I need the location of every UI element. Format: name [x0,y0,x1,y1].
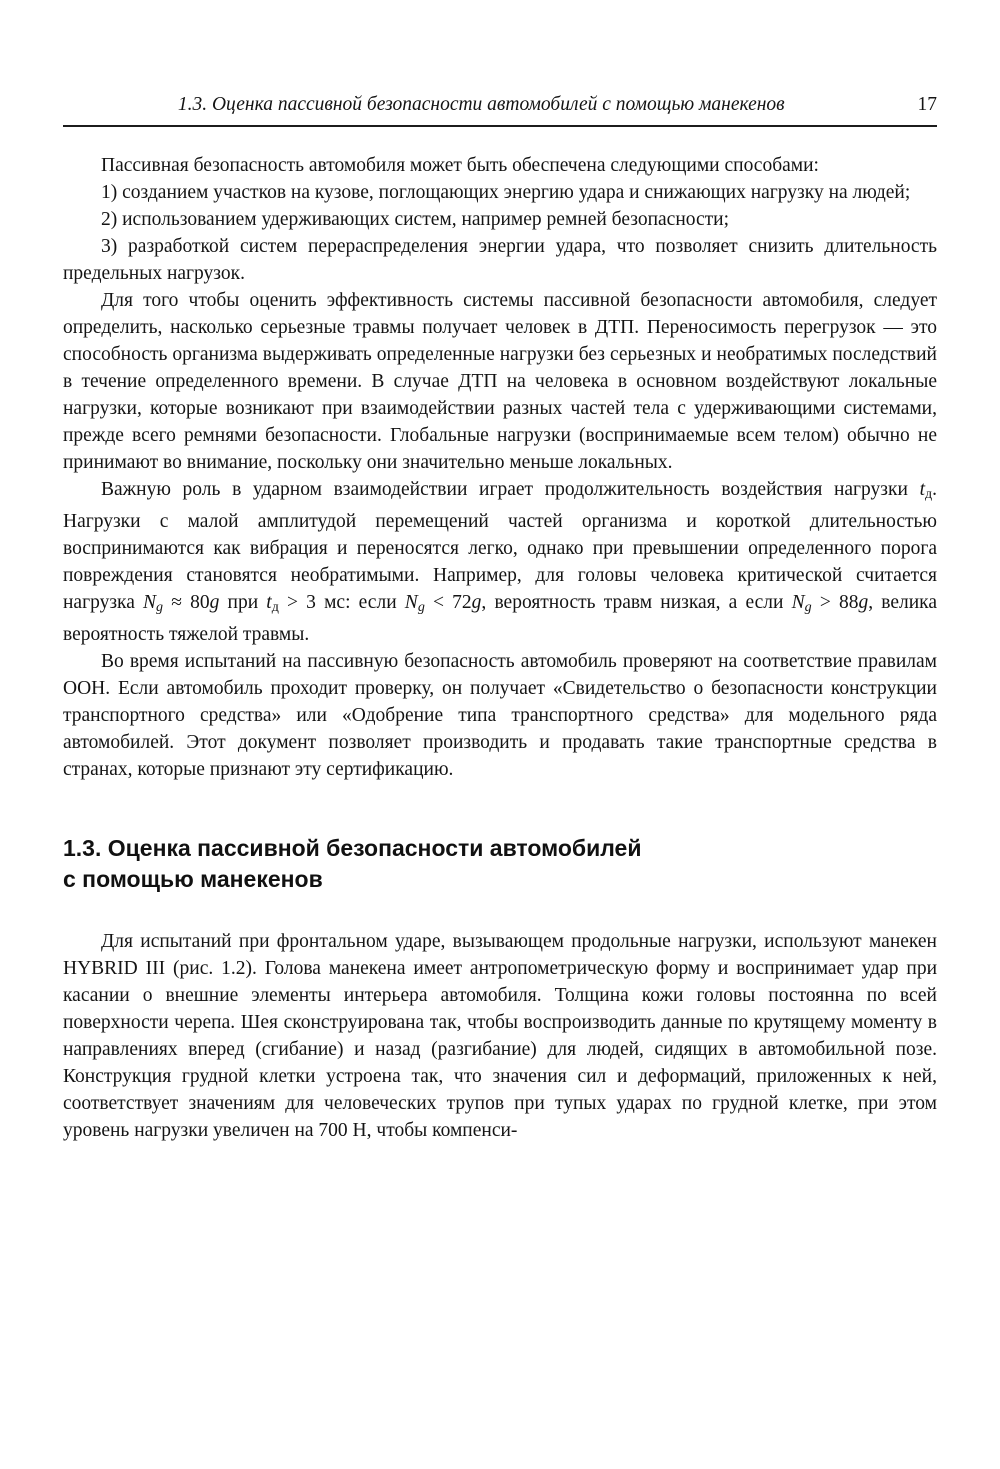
text-run-i: g [858,591,869,613]
text-run-isub: g [417,598,425,615]
text-run: ≈ 80 [163,591,210,613]
text-run-i: g [471,591,482,613]
page-number: 17 [917,94,937,115]
body-text [63,152,937,1144]
text-run-i: t [919,479,925,500]
section-heading [63,833,937,895]
text-run-i: t [266,591,272,613]
text-run: 1) созданием участков на кузове, поглощающих энергию удара и снижающих нагрузку на людей; [101,182,911,203]
text-run: < 72 [424,591,472,613]
paragraph [63,206,937,233]
text-run: > 88 [811,591,859,613]
text-run: 3) разработкой систем перераспределения энергии удара, что позволяет снизить длительность предельных нагрузок. [63,236,937,284]
text-run-i: N [143,591,157,613]
intro-paragraphs [63,152,937,783]
text-run-i: N [791,591,805,613]
text-run-isub: g [804,598,812,615]
paragraph [63,179,937,206]
text-run: при [219,591,267,613]
text-run-i: N [404,591,418,613]
text-run: Важную роль в ударном взаимодействии играет продолжительность воздействия нагрузки [101,479,920,500]
paragraph [63,476,937,648]
section-heading-line1: 1.3. Оценка пассивной безопасности автомобилей [63,834,642,861]
paragraph [63,233,937,287]
text-run: Для того чтобы оценить эффективность системы пассивной безопасности автомобиля, следует определить, насколько серьезные травмы получает человек в ДТП. Переносимость перегрузок — это способность организма выдерживать определенные нагрузки без серьезных и необратимых последствий в течение определенного времени. В случае ДТП на человека в основном воздействуют локальные нагрузки, которые возникают при взаимодействии разных частей тела с удерживающими системами, прежде всего ремнями безопасности. Глобальные нагрузки (воспринимаемые всем телом) обычно не принимают во внимание, поскольку они значительно меньше локальных. [63,290,937,473]
text-run: 2) использованием удерживающих систем, например ремней безопасности; [101,209,730,230]
text-run-isub: g [156,598,164,615]
running-header-title: 1.3. Оценка пассивной безопасности автомобилей с помощью манекенов [177,94,785,115]
text-run: Во время испытаний на пассивную безопасность автомобиль проверяют на соответствие правилам ООН. Если автомобиль проходит проверку, он получает «Свидетельство о безопасности конструкции транспортного средства» или «Одобрение типа транспортного средства» для модельного ряда автомобилей. Этот документ позволяет производить и продавать такие транспортные средства в странах, которые признают эту сертификацию. [63,650,937,780]
text-run-i: g [209,591,220,613]
section-paragraphs [63,928,937,1144]
text-run-sub: д [924,485,933,502]
text-run: , вероятность травм низкая, а если [481,591,792,613]
text-run: > 3 мс: если [278,591,405,613]
paragraph [63,152,937,179]
text-run: . Нагрузки с малой амплитудой перемещений частей организма и короткой длительностью воспринимаются как вибрация и переносятся легко, однако при превышении определенного порога повреждения становятся необратимыми. Например, для головы человека критической считается нагрузка [63,479,937,613]
text-run: , велика вероятность тяжелой травмы. [63,591,938,645]
paragraph [63,648,937,783]
text-run: Пассивная безопасность автомобиля может быть обеспечена следующими способами: [101,155,819,176]
text-run: Для испытаний при фронтальном ударе, вызывающем продольные нагрузки, используют манекен HYBRID III (рис. 1.2). Голова манекена имеет антропометрическую форму и воспринимает удар при касании о внешние элементы интерьера автомобиля. Толщина кожи головы постоянна по всей поверхности черепа. Шея сконструирована так, чтобы воспроизводить данные по крутящему моменту в направлениях вперед (сгибание) и назад (разгибание) для людей, сидящих в автомобильной позе. Конструкция грудной клетки устроена так, что значения сил и деформаций, приложенных к ней, соответствует значениям для человеческих трупов при тупых ударах по грудной клетке, при этом уровень нагрузки увеличен на 700 Н, чтобы компенси- [63,930,937,1141]
paragraph [63,287,937,476]
text-run-sub: д [271,598,279,615]
running-header [63,94,937,127]
paragraph [63,928,937,1144]
section-heading-line2: с помощью манекенов [63,865,323,892]
